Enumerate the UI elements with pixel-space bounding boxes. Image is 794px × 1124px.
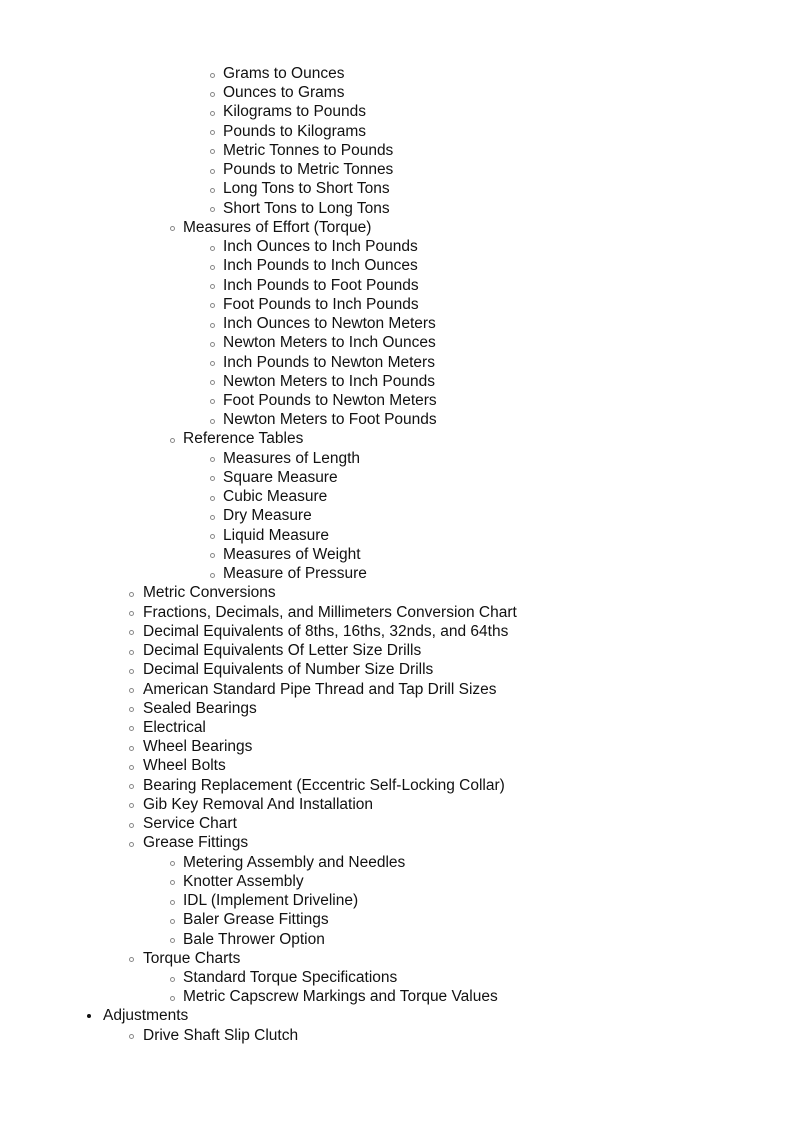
hollow-bullet-icon <box>210 361 215 366</box>
hollow-bullet-icon <box>129 784 134 789</box>
toc-item-label: Decimal Equivalents Of Letter Size Drills <box>143 642 422 660</box>
toc-item-level-3[interactable] <box>0 564 794 583</box>
toc-item-label: Cubic Measure <box>223 488 328 506</box>
toc-item-label: Foot Pounds to Newton Meters <box>223 391 437 409</box>
toc-item-label: Inch Ounces to Newton Meters <box>223 315 436 333</box>
hollow-bullet-icon <box>129 746 134 751</box>
hollow-bullet-icon <box>210 265 215 270</box>
toc-item-level-1[interactable] <box>0 776 794 795</box>
toc-item-label: Bale Thrower Option <box>183 930 325 948</box>
hollow-bullet-icon <box>129 611 134 616</box>
hollow-bullet-icon <box>210 399 215 404</box>
toc-item-label: Knotter Assembly <box>183 872 304 890</box>
toc-item-level-1[interactable] <box>0 583 794 602</box>
toc-item-level-2[interactable] <box>0 891 794 910</box>
toc-item-level-3[interactable] <box>0 314 794 333</box>
hollow-bullet-icon <box>129 765 134 770</box>
hollow-bullet-icon <box>129 669 134 674</box>
toc-item-label: Liquid Measure <box>223 526 329 544</box>
toc-item-level-1[interactable] <box>0 949 794 968</box>
toc-item-label: Bearing Replacement (Eccentric Self-Locking Collar) <box>143 776 505 794</box>
toc-item-level-1[interactable] <box>0 756 794 775</box>
hollow-bullet-icon <box>170 977 175 982</box>
toc-item-label: Decimal Equivalents of Number Size Drills <box>143 661 434 679</box>
hollow-bullet-icon <box>210 284 215 289</box>
toc-item-level-2[interactable] <box>0 853 794 872</box>
toc-item-level-3[interactable] <box>0 372 794 391</box>
hollow-bullet-icon <box>170 880 175 885</box>
toc-item-label: Fractions, Decimals, and Millimeters Conversion Chart <box>143 603 517 621</box>
toc-item-label: Long Tons to Short Tons <box>223 180 390 198</box>
toc-item-level-3[interactable] <box>0 160 794 179</box>
hollow-bullet-icon <box>129 707 134 712</box>
toc-item-label: Metric Tonnes to Pounds <box>223 141 394 159</box>
toc-item-label: Reference Tables <box>183 430 304 448</box>
hollow-bullet-icon <box>210 496 215 501</box>
toc-item-label: Metric Conversions <box>143 584 276 602</box>
toc-item-level-3[interactable] <box>0 545 794 564</box>
hollow-bullet-icon <box>210 73 215 78</box>
toc-item-level-3[interactable] <box>0 256 794 275</box>
hollow-bullet-icon <box>170 226 175 231</box>
hollow-bullet-icon <box>210 515 215 520</box>
toc-item-level-3[interactable] <box>0 506 794 525</box>
hollow-bullet-icon <box>129 1034 134 1039</box>
toc-item-level-3[interactable] <box>0 199 794 218</box>
bullet-icon <box>87 1014 91 1018</box>
hollow-bullet-icon <box>129 726 134 731</box>
hollow-bullet-icon <box>129 650 134 655</box>
hollow-bullet-icon <box>129 842 134 847</box>
toc-item-level-3[interactable] <box>0 449 794 468</box>
toc-item-label: Adjustments <box>103 1007 189 1025</box>
hollow-bullet-icon <box>129 957 134 962</box>
toc-item-level-2[interactable] <box>0 987 794 1006</box>
toc-item-label: Decimal Equivalents of 8ths, 16ths, 32nds, and 64ths <box>143 622 509 640</box>
toc-item-label: Metric Capscrew Markings and Torque Values <box>183 988 498 1006</box>
toc-item-level-1[interactable] <box>0 699 794 718</box>
hollow-bullet-icon <box>210 111 215 116</box>
toc-item-label: Measures of Effort (Torque) <box>183 218 372 236</box>
hollow-bullet-icon <box>210 380 215 385</box>
toc-item-label: Pounds to Metric Tonnes <box>223 161 394 179</box>
hollow-bullet-icon <box>129 688 134 693</box>
hollow-bullet-icon <box>210 188 215 193</box>
toc-item-level-2[interactable] <box>0 968 794 987</box>
toc-item-level-3[interactable] <box>0 295 794 314</box>
toc-item-level-1[interactable] <box>0 622 794 641</box>
toc-item-level-2[interactable] <box>0 930 794 949</box>
toc-item-level-3[interactable] <box>0 83 794 102</box>
toc-item-level-3[interactable] <box>0 102 794 121</box>
toc-item-label: Newton Meters to Inch Pounds <box>223 372 435 390</box>
toc-item-label: Dry Measure <box>223 507 312 525</box>
toc-item-label: Drive Shaft Slip Clutch <box>143 1026 299 1044</box>
toc-item-level-3[interactable] <box>0 179 794 198</box>
toc-item-level-3[interactable] <box>0 122 794 141</box>
hollow-bullet-icon <box>210 169 215 174</box>
toc-item-label: Wheel Bolts <box>143 757 226 775</box>
toc-item-level-1[interactable] <box>0 1026 794 1045</box>
toc-item-level-3[interactable] <box>0 526 794 545</box>
toc-item-level-3[interactable] <box>0 64 794 83</box>
hollow-bullet-icon <box>170 900 175 905</box>
toc-item-label: Pounds to Kilograms <box>223 122 367 140</box>
hollow-bullet-icon <box>210 149 215 154</box>
hollow-bullet-icon <box>210 323 215 328</box>
hollow-bullet-icon <box>129 592 134 597</box>
toc-item-label: Foot Pounds to Inch Pounds <box>223 295 419 313</box>
toc-item-label: Inch Pounds to Inch Ounces <box>223 257 418 275</box>
toc-item-level-2[interactable] <box>0 429 794 448</box>
toc-item-label: Grease Fittings <box>143 834 249 852</box>
toc-item-label: Metering Assembly and Needles <box>183 853 406 871</box>
toc-item-label: Baler Grease Fittings <box>183 911 329 929</box>
toc-item-level-1[interactable] <box>0 737 794 756</box>
toc-item-label: Inch Pounds to Foot Pounds <box>223 276 419 294</box>
toc-item-label: Newton Meters to Foot Pounds <box>223 411 437 429</box>
toc-item-level-1[interactable] <box>0 795 794 814</box>
toc-item-level-3[interactable] <box>0 353 794 372</box>
toc-item-label: Square Measure <box>223 468 338 486</box>
toc-item-level-1[interactable] <box>0 641 794 660</box>
toc-item-label: Service Chart <box>143 815 237 833</box>
hollow-bullet-icon <box>210 92 215 97</box>
hollow-bullet-icon <box>210 130 215 135</box>
toc-item-level-3[interactable] <box>0 468 794 487</box>
toc-item-label: Newton Meters to Inch Ounces <box>223 334 436 352</box>
toc-item-label: IDL (Implement Driveline) <box>183 892 359 910</box>
toc-item-level-2[interactable] <box>0 910 794 929</box>
toc-item-level-2[interactable] <box>0 218 794 237</box>
hollow-bullet-icon <box>210 246 215 251</box>
toc-item-label: Kilograms to Pounds <box>223 103 367 121</box>
toc-item-level-1[interactable] <box>0 680 794 699</box>
hollow-bullet-icon <box>210 303 215 308</box>
hollow-bullet-icon <box>210 573 215 578</box>
toc-item-level-3[interactable] <box>0 487 794 506</box>
toc-item-label: Torque Charts <box>143 949 241 967</box>
toc-item-label: Short Tons to Long Tons <box>223 199 390 217</box>
toc-item-label: Electrical <box>143 718 206 736</box>
toc-item-label: Standard Torque Specifications <box>183 969 398 987</box>
toc-item-level-3[interactable] <box>0 141 794 160</box>
hollow-bullet-icon <box>170 996 175 1001</box>
toc-item-label: Grams to Ounces <box>223 65 345 82</box>
toc-item-level-3[interactable] <box>0 410 794 429</box>
toc-item-label: Sealed Bearings <box>143 699 257 717</box>
hollow-bullet-icon <box>170 919 175 924</box>
toc-item-level-1[interactable] <box>0 660 794 679</box>
hollow-bullet-icon <box>210 419 215 424</box>
hollow-bullet-icon <box>210 553 215 558</box>
toc-item-level-3[interactable] <box>0 276 794 295</box>
hollow-bullet-icon <box>210 342 215 347</box>
toc-item-level-0[interactable] <box>0 1006 794 1025</box>
hollow-bullet-icon <box>210 457 215 462</box>
toc-item-label: Wheel Bearings <box>143 738 253 756</box>
hollow-bullet-icon <box>170 938 175 943</box>
toc-item-level-1[interactable] <box>0 603 794 622</box>
hollow-bullet-icon <box>129 803 134 808</box>
hollow-bullet-icon <box>210 534 215 539</box>
toc-item-label: Measures of Weight <box>223 545 361 563</box>
toc-item-label: Measure of Pressure <box>223 565 367 583</box>
toc-item-label: Inch Ounces to Inch Pounds <box>223 238 418 256</box>
toc-item-level-3[interactable] <box>0 237 794 256</box>
toc-item-label: American Standard Pipe Thread and Tap Drill Sizes <box>143 680 497 698</box>
hollow-bullet-icon <box>129 630 134 635</box>
toc-item-level-3[interactable] <box>0 333 794 352</box>
toc-item-label: Gib Key Removal And Installation <box>143 795 374 813</box>
hollow-bullet-icon <box>129 823 134 828</box>
hollow-bullet-icon <box>170 861 175 866</box>
toc-item-label: Ounces to Grams <box>223 84 345 102</box>
hollow-bullet-icon <box>210 207 215 212</box>
hollow-bullet-icon <box>210 476 215 481</box>
hollow-bullet-icon <box>170 438 175 443</box>
toc-item-level-1[interactable] <box>0 718 794 737</box>
toc-item-level-1[interactable] <box>0 814 794 833</box>
toc-item-level-2[interactable] <box>0 872 794 891</box>
toc-item-label: Measures of Length <box>223 449 361 467</box>
toc-item-label: Inch Pounds to Newton Meters <box>223 353 435 371</box>
toc-item-level-3[interactable] <box>0 391 794 410</box>
toc-item-level-1[interactable] <box>0 833 794 852</box>
table-of-contents <box>0 64 794 1045</box>
